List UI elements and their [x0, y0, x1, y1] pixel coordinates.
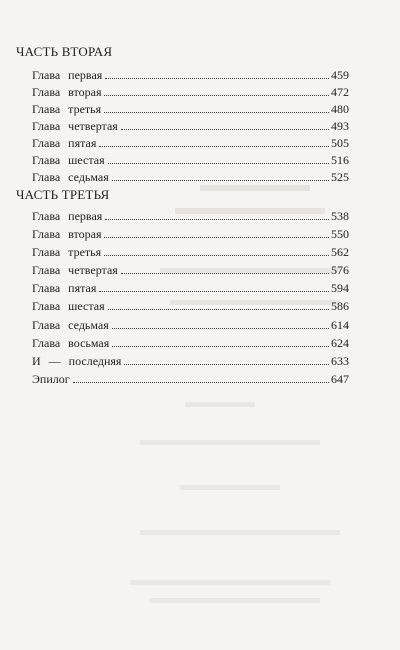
toc-entry [32, 136, 349, 150]
toc-entry-label: Глава вторая [32, 85, 102, 99]
toc-entry-label: Глава четвертая [32, 263, 118, 277]
toc-entry-page: 633 [331, 354, 349, 368]
toc-entry-label: Глава восьмая [32, 336, 110, 350]
toc-entry [32, 299, 349, 313]
toc-entry-label: Глава третья [32, 245, 102, 259]
toc-entry [32, 68, 349, 82]
toc-entry [32, 263, 349, 277]
toc-entry [32, 227, 349, 241]
toc-entry-label: Глава седьмая [32, 318, 109, 332]
part-title: ЧАСТЬ ТРЕТЬЯ [16, 187, 110, 202]
dot-leader [112, 328, 329, 329]
dot-leader [99, 291, 329, 292]
toc-entry-label: И — последняя [32, 354, 122, 368]
bleed-through-line [140, 440, 320, 445]
dot-leader [104, 237, 329, 238]
toc-entry-page: 505 [331, 136, 349, 150]
toc-entry-page: 594 [331, 281, 349, 295]
toc-entry-page: 472 [331, 85, 349, 99]
dot-leader [112, 180, 329, 181]
toc-entry [32, 318, 349, 332]
dot-leader [121, 273, 329, 274]
toc-entry [32, 209, 349, 223]
toc-entry-page: 562 [331, 245, 349, 259]
toc-entry-page: 480 [331, 102, 349, 116]
toc-entry-page: 493 [331, 119, 349, 133]
toc-entry-label: Эпилог [32, 372, 70, 386]
toc-entry-label: Глава шестая [32, 153, 105, 167]
toc-entry-label: Глава пятая [32, 136, 97, 150]
toc-entry [32, 336, 349, 350]
dot-leader [73, 382, 329, 383]
dot-leader [104, 255, 329, 256]
toc-entry [32, 102, 349, 116]
bleed-through-line [185, 402, 255, 407]
dot-leader [105, 78, 329, 79]
bleed-through-line [200, 185, 310, 191]
part-title: ЧАСТЬ ВТОРАЯ [16, 44, 113, 59]
dot-leader [105, 219, 329, 220]
dot-leader [124, 364, 329, 365]
toc-entry-label: Глава вторая [32, 227, 102, 241]
bleed-through-line [140, 530, 340, 535]
toc-entry [32, 85, 349, 99]
toc-entry-page: 550 [331, 227, 349, 241]
dot-leader [104, 95, 329, 96]
toc-entry-page: 525 [331, 170, 349, 184]
toc-entry-page: 538 [331, 209, 349, 223]
toc-entry [32, 153, 349, 167]
toc-entry-epilogue [32, 372, 349, 386]
toc-entry [32, 245, 349, 259]
toc-entry [32, 170, 349, 184]
dot-leader [99, 146, 329, 147]
toc-entry-page: 516 [331, 153, 349, 167]
toc-entry-label: Глава пятая [32, 281, 97, 295]
toc-entry-page: 586 [331, 299, 349, 313]
toc-entry-page: 459 [331, 68, 349, 82]
dot-leader [108, 163, 329, 164]
toc-entry-page: 647 [331, 372, 349, 386]
toc-entry [32, 119, 349, 133]
bleed-through-line [130, 580, 330, 585]
toc-entry-label: Глава шестая [32, 299, 105, 313]
toc-entry-label: Глава четвертая [32, 119, 118, 133]
toc-entry-page: 576 [331, 263, 349, 277]
toc-entry-label: Глава седьмая [32, 170, 109, 184]
toc-entry-label: Глава первая [32, 68, 103, 82]
dot-leader [108, 309, 329, 310]
dot-leader [104, 112, 329, 113]
bleed-through-line [150, 598, 320, 603]
toc-entry-page: 614 [331, 318, 349, 332]
toc-entry-page: 624 [331, 336, 349, 350]
toc-entry [32, 281, 349, 295]
bleed-through-line [180, 485, 280, 490]
dot-leader [121, 129, 329, 130]
dot-leader [112, 346, 329, 347]
toc-entry-label: Глава первая [32, 209, 103, 223]
toc-entry-label: Глава третья [32, 102, 102, 116]
toc-entry [32, 354, 349, 368]
